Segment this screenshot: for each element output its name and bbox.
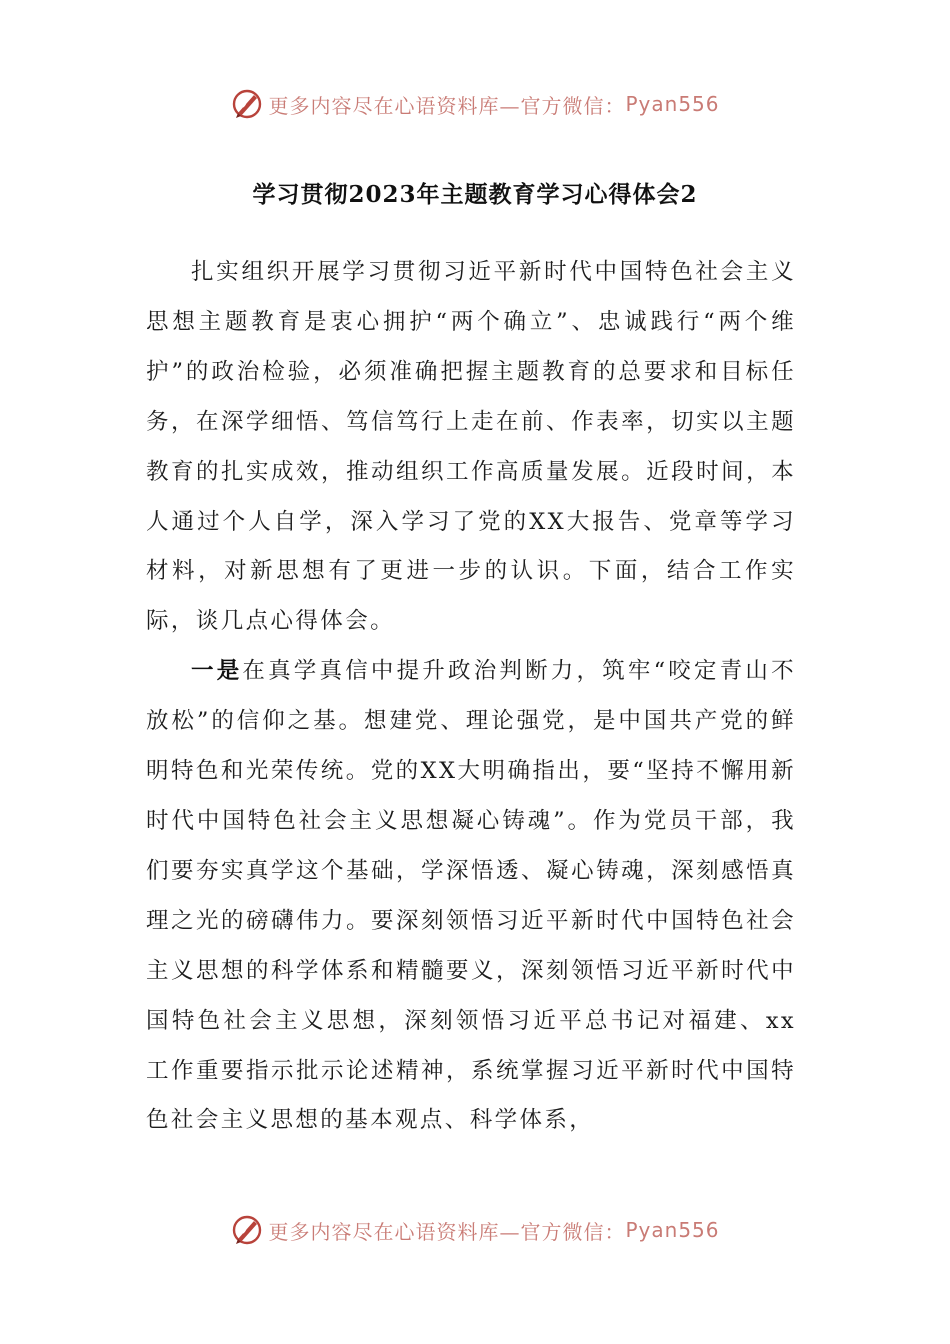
watermark-header (0, 84, 950, 124)
watermark-wechat-id: Pyan556 (625, 92, 720, 116)
watermark-text: 更多内容尽在心语资料库—官方微信： (268, 1219, 626, 1244)
watermark-wechat-id: Pyan556 (625, 1218, 720, 1242)
paragraph-point-one (146, 647, 796, 1146)
pen-logo-icon (230, 87, 264, 121)
pen-logo-icon (230, 1213, 264, 1247)
watermark-text: 更多内容尽在心语资料库—官方微信： (268, 93, 626, 118)
document-title: 学习贯彻2023年主题教育学习心得体会2 (252, 181, 698, 208)
point-one-lead: 一是 (191, 658, 243, 685)
paragraph-intro: 扎实组织开展学习贯彻习近平新时代中国特色社会主义思想主题教育是衷心拥护“两个确立”、忠诚践行“两个维护”的政治检验，必须准确把握主题教育的总要求和目标任务，在深学细悟、笃信笃行上走在前、作表率，切实以主题教育的扎实成效，推动组织工作高质量发展。近段时间，本人通过个人自学，深入学习了党的XX大报告、党章等学习材料，对新思想有了更进一步的认识。下面，结合工作实际，谈几点心得体会。 (146, 259, 796, 635)
point-one-body: 在真学真信中提升政治判断力，筑牢“咬定青山不放松”的信仰之基。想建党、理论强党，是中国共产党的鲜明特色和光荣传统。党的XX大明确指出，要“坚持不懈用新时代中国特色社会主义思想凝心铸魂”。作为党员干部，我们要夯实真学这个基础，学深悟透、凝心铸魂，深刻感悟真理之光的磅礴伟力。要深刻领悟习近平新时代中国特色社会主义思想的科学体系和精髓要义，深刻领悟习近平新时代中国特色社会主义思想，深刻领悟习近平总书记对福建、xx工作重要指示批示论述精神，系统掌握习近平新时代中国特色社会主义思想的基本观点、科学体系， (146, 658, 796, 1134)
document-body (146, 248, 796, 1146)
watermark-footer (0, 1210, 950, 1250)
